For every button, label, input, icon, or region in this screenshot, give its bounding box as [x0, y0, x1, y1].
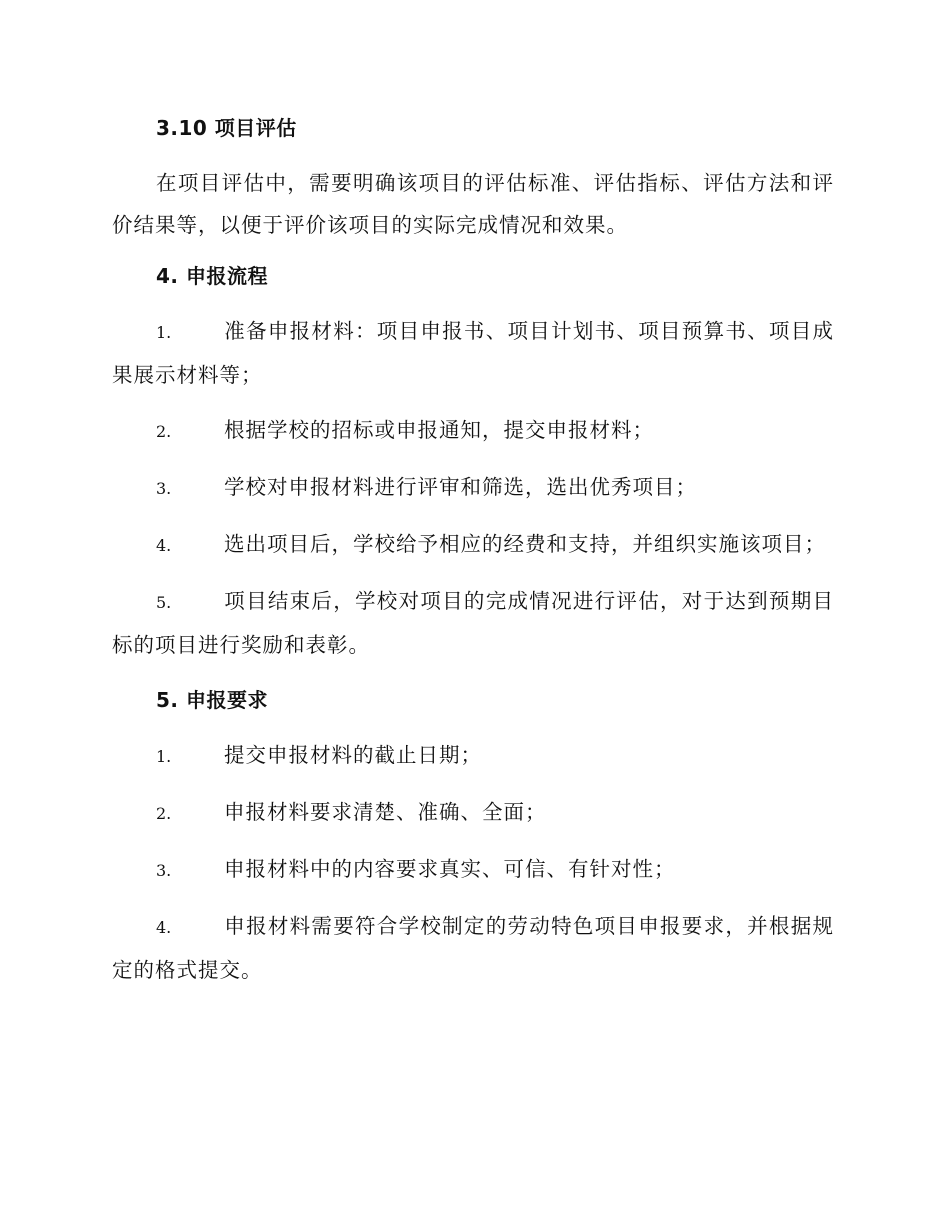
application-process-list — [112, 310, 834, 666]
list-item-number: 1. — [156, 323, 172, 342]
list-item — [112, 848, 834, 892]
application-requirements-list — [112, 734, 834, 991]
list-item — [112, 466, 834, 510]
section-paragraph-project-evaluation: 在项目评估中，需要明确该项目的评估标准、评估指标、评估方法和评价结果等，以便于评价该项目的实际完成情况和效果。 — [112, 171, 834, 237]
list-item-number: 2. — [156, 804, 172, 823]
list-item-text: 项目结束后，学校对项目的完成情况进行评估，对于达到预期目标的项目进行奖励和表彰。 — [112, 589, 834, 657]
list-item-text: 准备申报材料：项目申报书、项目计划书、项目预算书、项目成果展示材料等； — [112, 319, 834, 387]
list-item-text: 选出项目后，学校给予相应的经费和支持，并组织实施该项目； — [224, 532, 826, 556]
list-item — [112, 791, 834, 835]
section-heading-project-evaluation: 3.10 项目评估 — [156, 116, 297, 140]
list-item — [112, 580, 834, 666]
list-item-text: 申报材料需要符合学校制定的劳动特色项目申报要求，并根据规定的格式提交。 — [112, 914, 834, 982]
list-item — [112, 905, 834, 991]
list-item-text: 申报材料要求清楚、准确、全面； — [224, 800, 547, 824]
list-item-text: 提交申报材料的截止日期； — [224, 743, 482, 767]
list-item-text: 学校对申报材料进行评审和筛选，选出优秀项目； — [224, 475, 697, 499]
list-item-text: 根据学校的招标或申报通知，提交申报材料； — [224, 418, 654, 442]
list-item — [112, 523, 834, 567]
section-heading-application-requirements: 5. 申报要求 — [156, 688, 268, 712]
list-item-number: 4. — [156, 536, 172, 555]
list-item-number: 2. — [156, 422, 172, 441]
list-item-text: 申报材料中的内容要求真实、可信、有针对性； — [224, 857, 676, 881]
section-heading-application-process: 4. 申报流程 — [156, 264, 268, 288]
list-item-number: 1. — [156, 747, 172, 766]
list-item-number: 4. — [156, 918, 172, 937]
list-item-number: 3. — [156, 479, 172, 498]
list-item — [112, 409, 834, 453]
list-item-number: 3. — [156, 861, 172, 880]
list-item — [112, 734, 834, 778]
list-item — [112, 310, 834, 396]
list-item-number: 5. — [156, 593, 172, 612]
document-page — [112, 108, 834, 1005]
